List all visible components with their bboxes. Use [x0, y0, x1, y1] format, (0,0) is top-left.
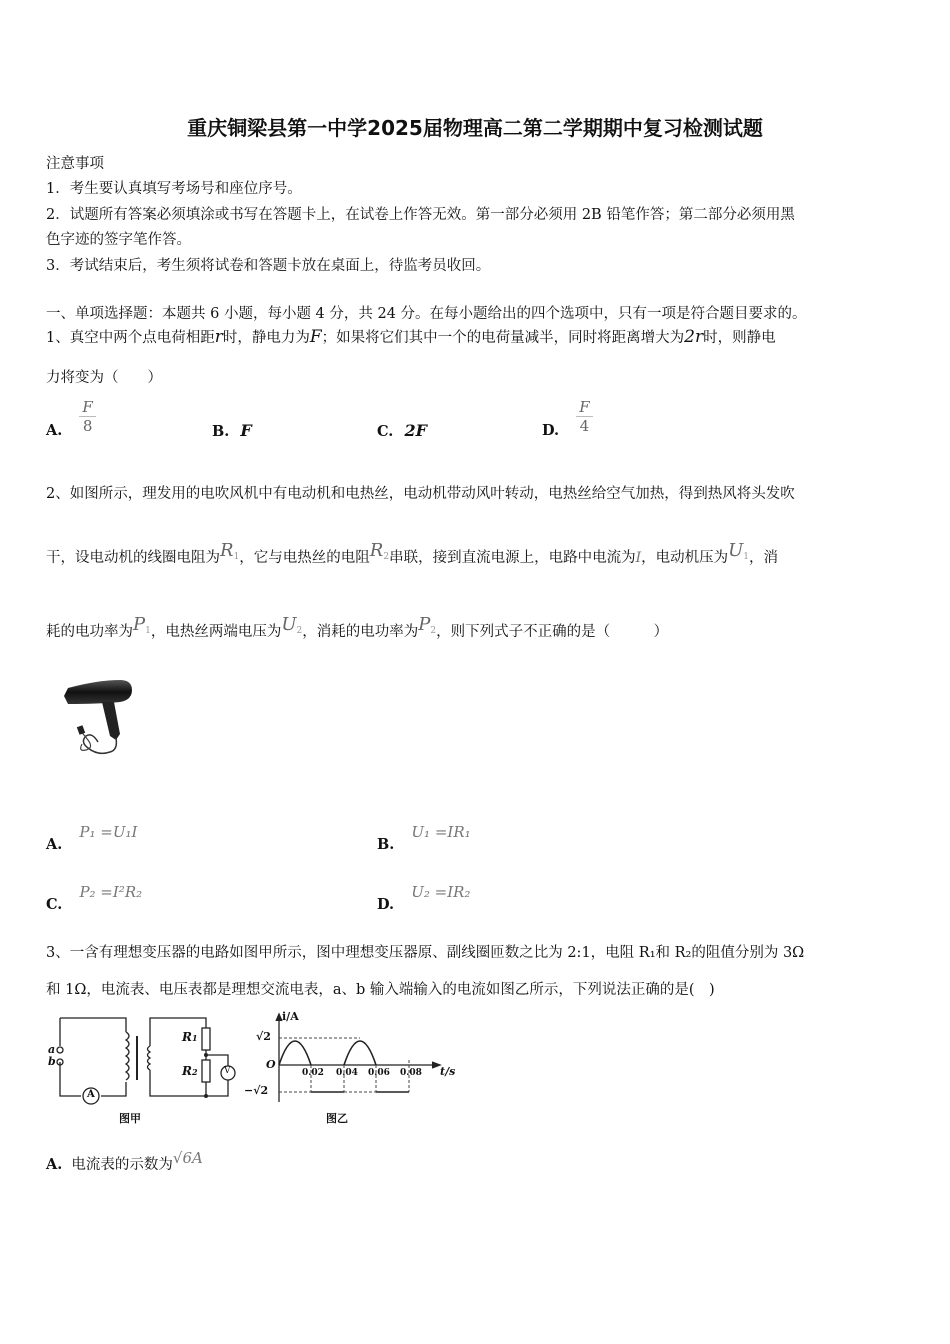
- q1-text-d: 时，则静电: [703, 330, 776, 346]
- q1-text-b: 时，静电力为: [222, 330, 310, 346]
- section-heading: 一、单项选择题：本题共 6 小题，每小题 4 分，共 24 分。在每小题给出的四个选项中，只有一项是符合题目要求的。: [46, 306, 807, 322]
- current-waveform-graph: [240, 1010, 460, 1125]
- q2-text: ，则下列式子不正确的是（ ）: [436, 624, 669, 640]
- question-1-text-cont: 力将变为（ ）: [46, 370, 162, 386]
- terminal-a-label: a: [48, 1043, 56, 1056]
- var-subscript: 1: [145, 626, 151, 636]
- var-subscript: 1: [233, 552, 240, 562]
- option-value: 2F: [404, 421, 427, 440]
- var-F: F: [309, 327, 322, 347]
- q2-text: 干，设电动机的线圈电阻为: [46, 550, 220, 566]
- option-formula: P₂ =I²R₂: [79, 883, 143, 901]
- option-text: 电流表的示数为: [71, 1157, 173, 1173]
- terminal-b-label: b: [48, 1055, 56, 1068]
- notice-item-2: 2．试题所有答案必须填涂或书写在答题卡上，在试卷上作答无效。第一部分必须用 2B 铅笔作答；第二部分必须用黑: [46, 207, 795, 223]
- var-symbol: U: [281, 614, 297, 635]
- var-symbol: P: [133, 614, 146, 635]
- var-R1: [220, 540, 239, 561]
- label-symbol: R: [182, 1064, 192, 1078]
- var-symbol: R: [369, 540, 384, 561]
- y-axis-label: i/A: [282, 1010, 299, 1023]
- var-P2: [418, 614, 436, 635]
- figure-b-caption: 图乙: [326, 1112, 348, 1125]
- option-label: C.: [377, 423, 394, 440]
- option-label: C.: [46, 896, 63, 913]
- q2-option-b[interactable]: [377, 822, 471, 853]
- question-2-text-3: [46, 614, 668, 641]
- origin-label: O: [266, 1058, 276, 1071]
- q2-text: ，它与电热丝的电阻: [239, 550, 370, 566]
- q2-text: ，消耗的电功率为: [302, 624, 419, 640]
- y-tick-positive: √2: [256, 1030, 271, 1043]
- x-tick: 0.02: [302, 1068, 324, 1078]
- q3-option-a[interactable]: [46, 1148, 203, 1174]
- question-3-text: 3、一含有理想变压器的电路如图甲所示，图中理想变压器原、副线圈匝数之比为 2:1，电阻 R₁和 R₂的阻值分别为 3Ω: [46, 945, 805, 961]
- fraction: $\frac{F}{4}$: [576, 398, 592, 435]
- option-formula: U₂ =IR₂: [411, 883, 471, 901]
- notice-item-3: 3．考试结束后，考生须将试卷和答题卡放在桌面上，待监考员收回。: [46, 258, 491, 274]
- y-tick-negative: −√2: [244, 1084, 269, 1097]
- var-symbol: R: [220, 540, 234, 561]
- option-label: D.: [377, 896, 395, 913]
- var-symbol: P: [418, 614, 431, 635]
- q2-text: 串联，接到直流电源上，电路中电流为: [389, 550, 636, 566]
- var-subscript: 2: [430, 626, 437, 636]
- question-1-text: [46, 326, 776, 347]
- q2-option-d[interactable]: [377, 882, 470, 913]
- option-label: A.: [46, 422, 63, 439]
- figure-a-caption: 图甲: [119, 1112, 141, 1125]
- x-tick: 0.08: [400, 1068, 422, 1078]
- q1-text-a: 1、真空中两个点电荷相距: [46, 330, 215, 346]
- q1-option-b[interactable]: [212, 421, 252, 440]
- var-subscript: 1: [743, 552, 750, 562]
- option-label: B.: [212, 423, 230, 440]
- option-formula: √6A: [172, 1149, 203, 1167]
- var-U2: [281, 614, 302, 635]
- question-2-text: 2、如图所示，理发用的电吹风机中有电动机和电热丝，电动机带动风叶转动，电热丝给空气加热，得到热风将头发吹: [46, 486, 795, 502]
- var-subscript: 2: [296, 626, 303, 636]
- option-label: A.: [46, 1156, 63, 1173]
- fraction: $\frac{F}{8}$: [79, 398, 95, 435]
- x-tick: 0.06: [368, 1068, 390, 1078]
- q1-text-c: ；如果将它们其中一个的电荷量减半，同时将距离增大为: [321, 330, 685, 346]
- label-subscript: 1: [191, 1033, 198, 1043]
- x-tick: 0.04: [336, 1068, 358, 1078]
- q2-text: ，电热丝两端电压为: [150, 624, 282, 640]
- circuit-diagram: [46, 1010, 241, 1125]
- q2-option-c[interactable]: [46, 882, 142, 913]
- var-R2: [370, 540, 389, 561]
- q2-option-a[interactable]: [46, 822, 137, 853]
- r2-label: [182, 1064, 198, 1078]
- notice-heading: 注意事项: [46, 156, 104, 172]
- var-symbol: U: [728, 540, 744, 561]
- var-r: r: [214, 327, 223, 347]
- q2-text: 耗的电功率为: [46, 624, 133, 640]
- var-P1: [133, 614, 151, 635]
- hair-dryer-image: [58, 672, 148, 760]
- option-label: D.: [542, 422, 560, 439]
- q1-option-a[interactable]: [46, 398, 96, 439]
- label-symbol: R: [182, 1030, 192, 1044]
- r1-label: [182, 1030, 198, 1044]
- q1-option-c[interactable]: [377, 421, 427, 440]
- option-formula: U₁ =IR₁: [411, 823, 471, 841]
- option-value: F: [240, 421, 252, 440]
- ammeter-icon: A: [87, 1089, 95, 1100]
- option-label: B.: [377, 836, 395, 853]
- var-U1: [728, 540, 749, 561]
- q1-option-d[interactable]: [542, 398, 593, 439]
- page-title: 重庆铜梁县第一中学2025届物理高二第二学期期中复习检测试题: [187, 116, 763, 140]
- notice-item-1: 1．考生要认真填写考场号和座位序号。: [46, 181, 302, 197]
- var-I: I: [635, 550, 642, 566]
- x-axis-label: t/s: [440, 1065, 456, 1078]
- q2-text: ，消: [749, 550, 779, 566]
- var-subscript: 2: [383, 552, 390, 562]
- option-label: A.: [46, 836, 63, 853]
- voltmeter-icon: V: [224, 1066, 231, 1076]
- q2-text: ，电动机压为: [641, 550, 729, 566]
- question-2-text-2: [46, 540, 778, 567]
- var-2r: 2r: [684, 327, 704, 347]
- notice-item-2-cont: 色字迹的签字笔作答。: [46, 232, 191, 248]
- question-3-text-2: 和 1Ω，电流表、电压表都是理想交流电表，a、b 输入端输入的电流如图乙所示，下列说法正确的是( ): [46, 982, 715, 998]
- label-subscript: 2: [191, 1067, 198, 1077]
- option-formula: P₁ =U₁I: [79, 823, 138, 841]
